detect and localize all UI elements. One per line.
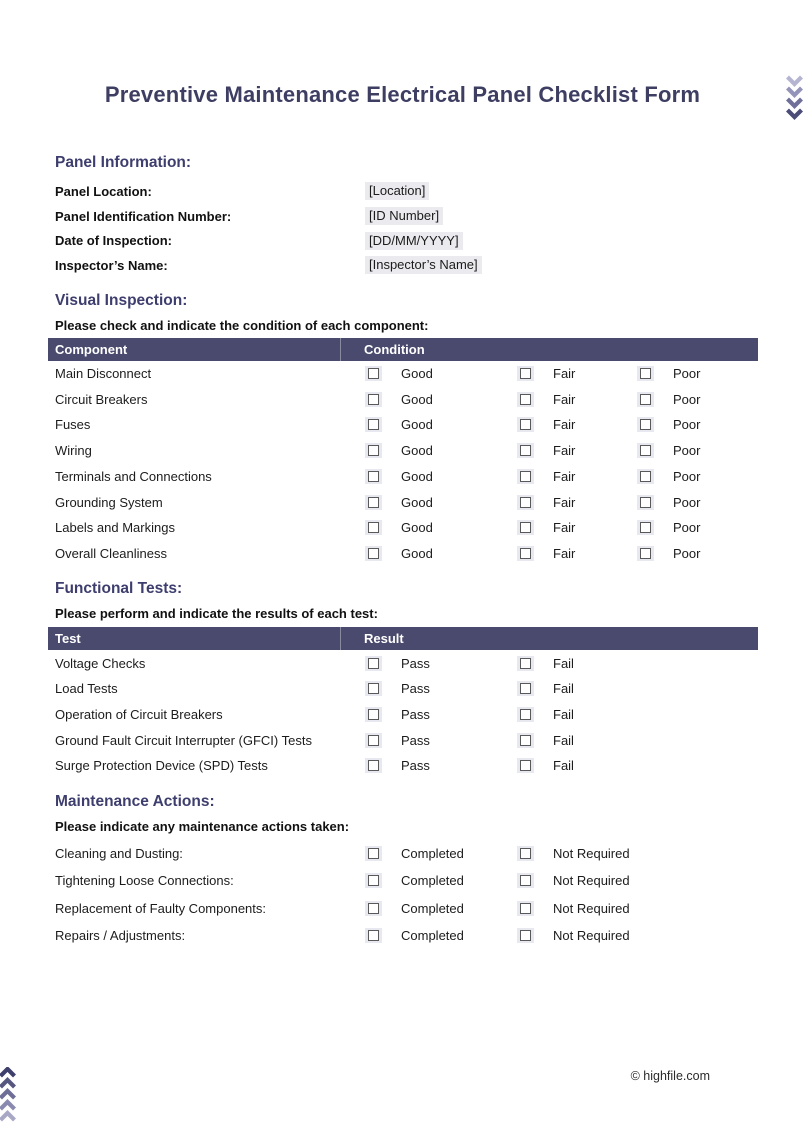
field-panel-location — [55, 179, 805, 204]
field-inspection-date — [55, 228, 805, 253]
table-row — [55, 361, 805, 387]
checkbox-poor[interactable] — [637, 520, 654, 535]
component-label: Fuses — [55, 417, 91, 433]
checkbox-completed[interactable] — [365, 928, 382, 943]
checkbox-poor[interactable] — [637, 366, 654, 381]
table-row — [55, 753, 805, 779]
option-label: Poor — [673, 443, 701, 459]
checkbox-poor[interactable] — [637, 469, 654, 484]
option-label: Poor — [673, 468, 701, 484]
field-value-input[interactable]: [Inspector’s Name] — [365, 256, 482, 274]
column-header-condition: Condition — [364, 341, 425, 357]
option-label: Fair — [553, 468, 576, 484]
option-label: Pass — [401, 655, 430, 671]
page-title: Preventive Maintenance Electrical Panel Checklist Form — [104, 82, 701, 107]
checkbox-poor[interactable] — [637, 495, 654, 510]
component-label: Main Disconnect — [55, 366, 152, 382]
checkbox-not-required[interactable] — [517, 901, 534, 916]
option-label: Fair — [553, 520, 576, 536]
action-row — [55, 922, 805, 949]
action-row — [55, 867, 805, 894]
field-label: Inspector’s Name: — [55, 257, 168, 273]
checkbox-fail[interactable] — [517, 758, 534, 773]
checkbox-completed[interactable] — [365, 901, 382, 916]
option-label: Fail — [553, 655, 574, 671]
maintenance-actions-instruction: Please indicate any maintenance actions taken: — [55, 818, 350, 834]
copyright-footer: © highfile.com — [630, 1069, 710, 1083]
field-value-input[interactable]: [Location] — [365, 182, 429, 200]
option-label: Fair — [553, 443, 576, 459]
action-row — [55, 840, 805, 867]
checkbox-pass[interactable] — [365, 758, 382, 773]
component-label: Labels and Markings — [55, 520, 175, 536]
checkbox-pass[interactable] — [365, 733, 382, 748]
document-page — [0, 80, 805, 1122]
checkbox-good[interactable] — [365, 520, 382, 535]
table-row — [55, 515, 805, 541]
option-label: Poor — [673, 520, 701, 536]
table-row — [55, 464, 805, 490]
field-inspector-name — [55, 253, 805, 278]
checkbox-good[interactable] — [365, 392, 382, 407]
checkbox-fail[interactable] — [517, 707, 534, 722]
checkbox-fair[interactable] — [517, 417, 534, 432]
action-row — [55, 894, 805, 921]
action-label: Cleaning and Dusting: — [55, 845, 183, 861]
checkbox-not-required[interactable] — [517, 846, 534, 861]
option-label: Pass — [401, 706, 430, 722]
option-label: Poor — [673, 391, 701, 407]
checkbox-fair[interactable] — [517, 495, 534, 510]
table-row — [55, 676, 805, 702]
option-label: Completed — [401, 845, 464, 861]
field-value-input[interactable]: [ID Number] — [365, 207, 443, 225]
table-row — [55, 541, 805, 567]
test-label: Voltage Checks — [55, 655, 146, 671]
checkbox-good[interactable] — [365, 443, 382, 458]
chevron-down-decoration-icon — [786, 75, 803, 132]
table-row — [55, 702, 805, 728]
option-label: Fair — [553, 366, 576, 382]
panel-information-section — [0, 154, 805, 278]
field-label: Panel Identification Number: — [55, 208, 232, 224]
option-label: Poor — [673, 494, 701, 510]
field-value-input[interactable]: [DD/MM/YYYY] — [365, 232, 463, 250]
checkbox-good[interactable] — [365, 366, 382, 381]
option-label: Good — [401, 468, 433, 484]
checkbox-good[interactable] — [365, 417, 382, 432]
option-label: Fail — [553, 758, 574, 774]
test-label: Ground Fault Circuit Interrupter (GFCI) Tests — [55, 732, 312, 748]
field-label: Panel Location: — [55, 183, 152, 199]
checkbox-fail[interactable] — [517, 733, 534, 748]
option-label: Pass — [401, 758, 430, 774]
option-label: Good — [401, 443, 433, 459]
chevron-up-decoration-icon — [0, 1067, 16, 1128]
column-header-component: Component — [48, 338, 341, 361]
action-label: Replacement of Faulty Components: — [55, 900, 266, 916]
checkbox-completed[interactable] — [365, 873, 382, 888]
table-row — [55, 650, 805, 676]
checkbox-fair[interactable] — [517, 443, 534, 458]
checkbox-not-required[interactable] — [517, 873, 534, 888]
option-label: Fail — [553, 681, 574, 697]
visual-inspection-instruction: Please check and indicate the condition of each component: — [55, 317, 429, 333]
option-label: Not Required — [553, 900, 630, 916]
option-label: Pass — [401, 732, 430, 748]
checkbox-poor[interactable] — [637, 443, 654, 458]
option-label: Good — [401, 391, 433, 407]
option-label: Good — [401, 366, 433, 382]
checkbox-pass[interactable] — [365, 707, 382, 722]
option-label: Fail — [553, 732, 574, 748]
action-label: Tightening Loose Connections: — [55, 873, 234, 889]
checkbox-fair[interactable] — [517, 546, 534, 561]
option-label: Good — [401, 520, 433, 536]
option-label: Poor — [673, 545, 701, 561]
checkbox-poor[interactable] — [637, 417, 654, 432]
option-label: Good — [401, 545, 433, 561]
table-row — [55, 489, 805, 515]
test-label: Operation of Circuit Breakers — [55, 706, 223, 722]
checkbox-good[interactable] — [365, 469, 382, 484]
option-label: Fair — [553, 391, 576, 407]
table-row — [55, 438, 805, 464]
maintenance-actions-heading: Maintenance Actions: — [55, 792, 215, 810]
checkbox-fair[interactable] — [517, 469, 534, 484]
maintenance-actions-section — [0, 793, 805, 950]
functional-tests-instruction: Please perform and indicate the results of each test: — [55, 606, 378, 622]
column-header-result: Result — [364, 631, 404, 647]
test-label: Load Tests — [55, 681, 118, 697]
action-label: Repairs / Adjustments: — [55, 928, 186, 944]
option-label: Not Required — [553, 873, 630, 889]
field-panel-id — [55, 204, 805, 229]
field-label: Date of Inspection: — [55, 233, 173, 249]
component-label: Terminals and Connections — [55, 468, 212, 484]
checkbox-fair[interactable] — [517, 366, 534, 381]
option-label: Completed — [401, 873, 464, 889]
option-label: Not Required — [553, 928, 630, 944]
option-label: Completed — [401, 928, 464, 944]
component-label: Wiring — [55, 443, 92, 459]
checkbox-good[interactable] — [365, 495, 382, 510]
option-label: Good — [401, 494, 433, 510]
checkbox-fair[interactable] — [517, 520, 534, 535]
option-label: Not Required — [553, 845, 630, 861]
option-label: Completed — [401, 900, 464, 916]
column-header-test: Test — [48, 627, 341, 650]
checkbox-not-required[interactable] — [517, 928, 534, 943]
visual-inspection-heading: Visual Inspection: — [55, 291, 188, 309]
option-label: Fair — [553, 545, 576, 561]
option-label: Fair — [553, 494, 576, 510]
component-label: Grounding System — [55, 494, 163, 510]
checkbox-poor[interactable] — [637, 392, 654, 407]
visual-inspection-section — [0, 292, 805, 567]
functional-tests-table-header — [48, 627, 758, 650]
functional-tests-heading: Functional Tests: — [55, 580, 183, 598]
component-label: Overall Cleanliness — [55, 545, 167, 561]
checkbox-poor[interactable] — [637, 546, 654, 561]
visual-inspection-table-header — [48, 338, 758, 361]
option-label: Poor — [673, 366, 701, 382]
option-label: Poor — [673, 417, 701, 433]
checkbox-pass[interactable] — [365, 681, 382, 696]
table-row — [55, 412, 805, 438]
component-label: Circuit Breakers — [55, 391, 148, 407]
table-row — [55, 386, 805, 412]
checkbox-pass[interactable] — [365, 656, 382, 671]
checkbox-fail[interactable] — [517, 656, 534, 671]
option-label: Pass — [401, 681, 430, 697]
test-label: Surge Protection Device (SPD) Tests — [55, 758, 268, 774]
panel-information-heading: Panel Information: — [55, 154, 192, 171]
checkbox-completed[interactable] — [365, 846, 382, 861]
checkbox-fair[interactable] — [517, 392, 534, 407]
table-row — [55, 727, 805, 753]
checkbox-fail[interactable] — [517, 681, 534, 696]
option-label: Fail — [553, 706, 574, 722]
option-label: Good — [401, 417, 433, 433]
checkbox-good[interactable] — [365, 546, 382, 561]
functional-tests-section — [0, 580, 805, 778]
option-label: Fair — [553, 417, 576, 433]
